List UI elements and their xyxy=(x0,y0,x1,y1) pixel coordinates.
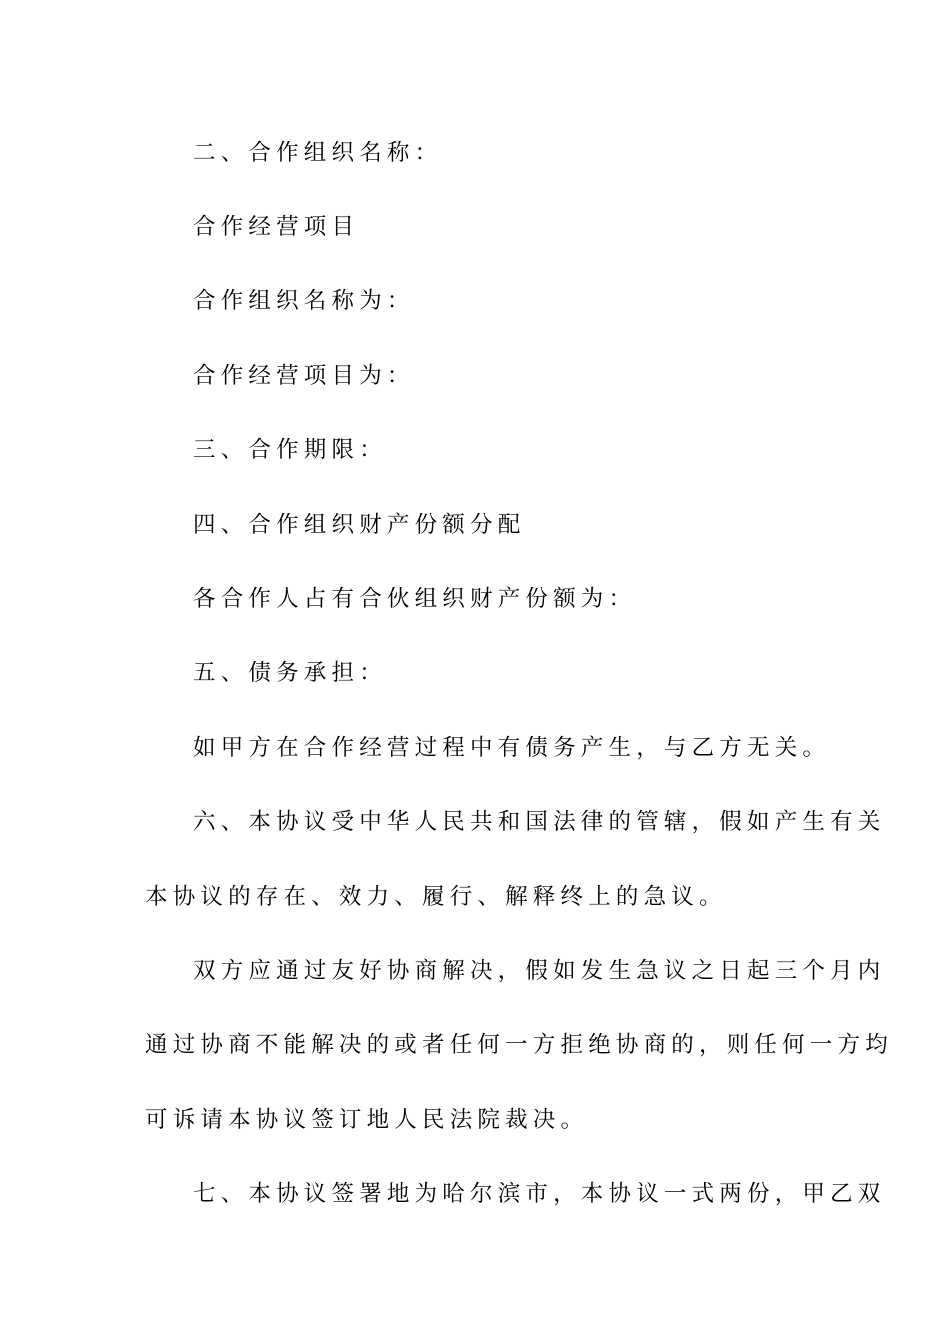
section-6-line-2: 本协议的存在、效力、履行、解释终上的急议。 xyxy=(145,884,727,910)
section-3-heading: 三、合作期限： xyxy=(193,437,387,463)
dispute-line-2: 通过协商不能解决的或者任何一方拒绝协商的，则任何一方均 xyxy=(145,1032,893,1058)
section-7-line-1: 七、本协议签署地为哈尔滨市，本协议一式两份，甲乙双 xyxy=(193,1181,886,1207)
section-2-heading: 二、合作组织名称： xyxy=(193,140,443,166)
debt-clause: 如甲方在合作经营过程中有债务产生，与乙方无关。 xyxy=(193,735,831,761)
property-share-label: 各合作人占有合伙组织财产份额为： xyxy=(193,586,637,612)
section-6-line-1: 六、本协议受中华人民共和国法律的管辖，假如产生有关 xyxy=(193,809,886,835)
section-5-heading: 五、债务承担： xyxy=(193,660,387,686)
project-label: 合作经营项目为： xyxy=(193,363,415,389)
section-4-heading: 四、合作组织财产份额分配 xyxy=(193,512,526,538)
cooperation-project-label: 合作经营项目 xyxy=(193,214,360,240)
organization-name-label: 合作组织名称为： xyxy=(193,288,415,314)
dispute-line-1: 双方应通过友好协商解决，假如发生急议之日起三个月内 xyxy=(193,958,886,984)
dispute-line-3: 可诉请本协议签订地人民法院裁决。 xyxy=(145,1107,589,1133)
